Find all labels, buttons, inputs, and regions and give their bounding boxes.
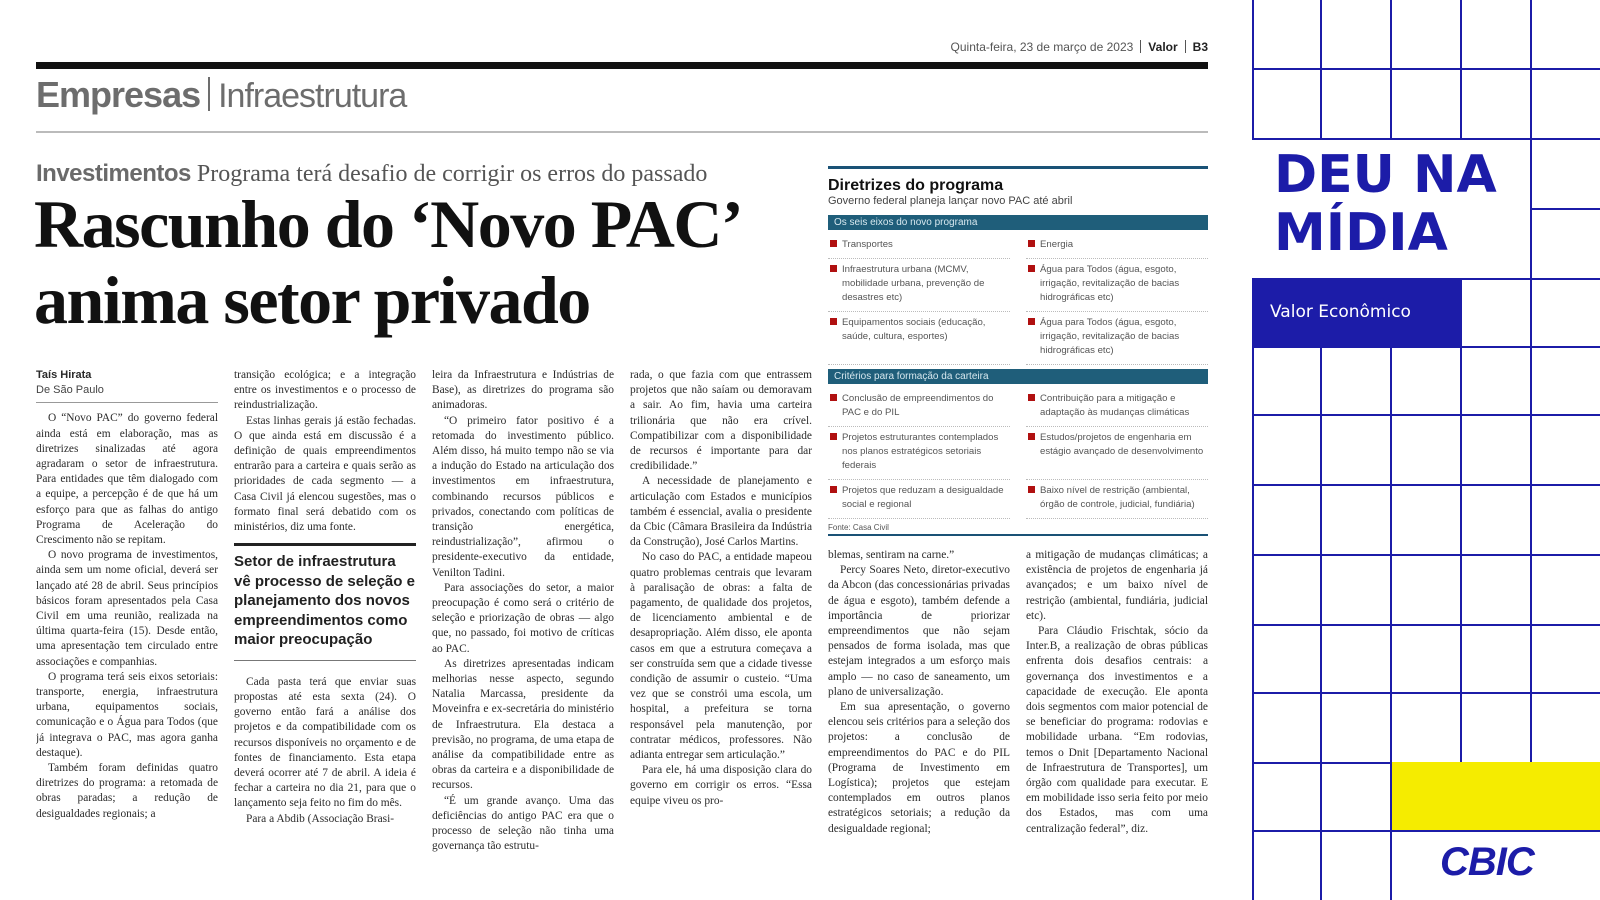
eixos-grid — [828, 234, 1208, 365]
eixo-item: Água para Todos (água, esgoto, irrigação, revitalização de bacias hidrográficas etc) — [1026, 259, 1208, 312]
paragraph: blemas, sentiram na carne.” — [828, 549, 955, 561]
criterios-grid — [828, 388, 1208, 519]
kicker-label: Investimentos — [36, 160, 191, 187]
paragraph: Estas linhas gerais já estão fechadas. O que ainda está em discussão é a definição de quais empreendimentos entrarão para a carteira e quais serão as prioridades de cada segmento — a Casa Civil já elencou sugestões, mas o formato final será debatido com os ministérios, diz uma fonte. — [234, 414, 416, 534]
paragraph: O novo programa de investimentos, ainda sem um nome oficial, deverá ser lançado até 28 de abril. Seus princípios básicos foram apresentados pela Casa Civil em uma reunião, realizada na última quarta-feira (15). Desde então, uma apresentação tem circulado entre associações e companhias. — [36, 549, 218, 668]
grid-line — [1252, 554, 1600, 556]
grid-line — [1252, 346, 1600, 348]
infobox-band-criterios: Critérios para formação da carteira — [828, 369, 1208, 384]
infobox-subtitle: Governo federal planeja lançar novo PAC até abril — [828, 195, 1073, 207]
article-column-6 — [1026, 548, 1208, 863]
grid-line — [1252, 414, 1600, 416]
infobox-top-rule — [828, 166, 1208, 169]
dateline — [900, 40, 1208, 60]
branding-panel — [1252, 0, 1600, 900]
title-line: DEU NA — [1274, 145, 1497, 205]
paragraph: As diretrizes apresentadas indicam melhorias nesse aspecto, segundo Natalia Marcassa, presidente da Moveinfra e ex-secretária do ministério de Infraestrutura. Ela destaca a previsão, no programa, de uma etapa de análise da compatibilidade entre as obras da carteira e a disponibilidade de recursos. — [432, 657, 614, 792]
dateline-paper: Valor — [1148, 40, 1178, 54]
paragraph: “É um grande avanço. Uma das deficiências do antigo PAC era que o processo de seleção não tinha uma governança tão estrutu- — [432, 794, 614, 853]
byline-rule — [36, 402, 218, 403]
paragraph: No caso do PAC, a entidade mapeou quatro problemas centrais que levaram à paralisação de obras: a falta de pagamento, de qualidade dos projetos, de licenciamento ambiental e de desapropriação. Além disso, ele aponta casos em que a estrutura começava a ser construída sem que a cidade tivesse condição de assumir o custeio. “Uma vez que se constrói uma escola, um hospital, a prefeitura se torna responsável pela manutenção, por contratar médicos, professores. Não adianta entregar sem articulação.” — [630, 551, 812, 762]
section-divider — [208, 77, 210, 111]
infobox — [828, 166, 1208, 531]
section-rule — [36, 131, 1208, 133]
criterio-item: Estudos/projetos de engenharia em estágio avançado de desenvolvimento — [1026, 427, 1208, 480]
paragraph: leira da Infraestrutura e Indústrias de Base), as diretrizes do programa são animadoras. — [432, 369, 614, 412]
paragraph: Para Cláudio Frischtak, sócio da Inter.B, a realização de obras públicas enfrenta dois desafios centrais: a governança dos investimentos e a capacidade de execução. Ele aponta dois segmentos com maior potencial de se beneficiar do programa: rodovias e mobilidade urbana. “Em rodovias, temos o Dnit [Departamento Nacional de Infraestrutura de Transportes], um órgão com qualidade para executar. E em mobilidade isso seria feito por meio dos Estados, mas com uma centralização federal”, diz. — [1026, 625, 1208, 835]
eixo-item: Transportes — [828, 234, 1010, 259]
yellow-accent-block — [1392, 762, 1600, 830]
section-sub: Infraestrutura — [218, 77, 407, 115]
paragraph: rada, o que fazia com que entrassem projetos que não saíam ou demoravam a sair. Ao fim, havia uma carteira trilionária que não era crível. Compatibilizar com a disponibilidade de recursos é importante para dar credibilidade.” — [630, 369, 812, 473]
paragraph: O “Novo PAC” do governo federal ainda está em elaboração, mas as diretrizes sinalizadas até agora agradaram o setor de infraestrutura. Para entidades que têm dialogado com a equipe, a percepção é de que há um esforço para que as falhas do antigo Programa de Aceleração do Crescimento não se repitam. — [36, 412, 218, 547]
paragraph: Para ele, há uma disposição clara do governo em corrigir os erros. “Essa equipe viveu os pro- — [630, 764, 812, 807]
title-line: MÍDIA — [1274, 203, 1448, 263]
outlet-label — [1252, 278, 1462, 346]
criterio-item: Baixo nível de restrição (ambiental, órgão de controle, judicial, fundiária) — [1026, 480, 1208, 519]
kicker-text: Programa terá desafio de corrigir os erros do passado — [196, 161, 708, 187]
pull-quote: Setor de infraestrutura vê processo de seleção e planejamento dos novos empreendimentos como maior preocupação — [234, 543, 416, 661]
grid-line — [1252, 484, 1600, 486]
paragraph: Percy Soares Neto, diretor-executivo da Abcon (das concessionárias privadas de água e esgoto), também defende a importância de priorizar empreendimentos que não sejam pensados de forma isolada, mas que estejam integrados a um esforço mais amplo — no caso de saneamento, um plano de universalização. — [828, 564, 1010, 698]
byline-location: De São Paulo — [36, 384, 104, 397]
criterio-item: Projetos que reduzam a desigualdade social e regional — [828, 480, 1010, 519]
article-column-3 — [432, 368, 614, 863]
infobox-source: Fonte: Casa Civil — [828, 523, 889, 532]
paragraph: transição ecológica; e a integração entre os investimentos e o processo de reindustrialização. — [234, 369, 416, 412]
section-header — [36, 74, 406, 124]
eixo-item: Infraestrutura urbana (MCMV, mobilidade urbana, prevenção de desastres etc) — [828, 259, 1010, 312]
section-main: Empresas — [36, 74, 201, 115]
criterio-item: Contribuição para a mitigação e adaptação às mudanças climáticas — [1026, 388, 1208, 427]
kicker — [36, 160, 806, 188]
eixo-item: Energia — [1026, 234, 1208, 259]
paragraph: Em sua apresentação, o governo elencou seis critérios para a seleção dos projetos: a conclusão de empreendimentos do PAC e do PIL (Programa de Investimento em Logística); projetos que estejam contemplados em outros planos estratégicos setoriais; a redução da desigualdade regional; — [828, 701, 1010, 835]
article-column-5 — [828, 548, 1010, 863]
outlet-name: Valor Econômico — [1270, 302, 1411, 322]
headline: Rascunho do ‘Novo PAC’ anima setor privado — [34, 186, 738, 338]
article-column-4 — [630, 368, 812, 863]
grid-line — [1252, 624, 1600, 626]
grid-line — [1252, 68, 1600, 70]
paragraph: O programa terá seis eixos setoriais: transporte, energia, infraestrutura urbana, equipamentos sociais, comunicação e o Água para Todos (que já integrava o PAC, mas agora ganha destaque). — [36, 670, 218, 759]
infobox-bottom-rule — [828, 534, 1208, 536]
criterio-item: Conclusão de empreendimentos do PAC e do PIL — [828, 388, 1010, 427]
paragraph: Para associações do setor, a maior preocupação é como será o critério de seleção e priorização de obras — algo que, no passado, foi motivo de críticas ao PAC. — [432, 581, 614, 655]
eixo-item: Equipamentos sociais (educação, saúde, cultura, esportes) — [828, 312, 1010, 365]
dateline-separator — [1185, 40, 1186, 53]
criterio-item: Projetos estruturantes contemplados nos planos estratégicos setoriais federais — [828, 427, 1010, 480]
deu-na-midia-title — [1274, 146, 1534, 262]
paragraph: Cada pasta terá que enviar suas propostas até esta sexta (24). O governo então fará a análise dos projetos e da compatibilidade com os recursos disponíveis no orçamento e de fontes de financiamento. Esta etapa deverá ocorrer até 7 de abril. A ideia é fechar a carteira no dia 21, para que o lançamento seja feito no fim do mês. — [234, 675, 416, 810]
article-column-2 — [234, 368, 416, 863]
paragraph: Também foram definidas quatro diretrizes do programa: a retomada de obras paradas; a redução de desigualdades regionais; a — [36, 762, 218, 820]
top-rule — [36, 62, 1208, 69]
paragraph: A necessidade de planejamento e articulação com Estados e municípios também é essencial, avalia o presidente da Cbic (Câmara Brasileira da Indústria da Construção), José Carlos Martins. — [630, 475, 812, 549]
paragraph: a mitigação de mudanças climáticas; a existência de projetos de engenharia já avançados; e um baixo nível de restrição (ambiental, fundiária, judicial etc). — [1026, 549, 1208, 622]
grid-line — [1252, 692, 1600, 694]
paragraph: Para a Abdib (Associação Brasi- — [246, 812, 395, 825]
infobox-title: Diretrizes do programa — [828, 177, 1004, 194]
dateline-page: B3 — [1192, 40, 1208, 54]
grid-line — [1252, 0, 1254, 900]
paragraph: “O primeiro fator positivo é a retomada do investimento público. Além disso, há muito tempo não se via a indução do Estado na articulação dos investimentos em infraestrutura, combinando recursos públicos e privados, conectando com políticas de transição energética, reindustrialização”, afirmou o presidente-executivo da entidade, Venilton Tadini. — [432, 414, 614, 579]
grid-line — [1320, 0, 1322, 900]
byline-author: Taís Hirata — [36, 369, 92, 381]
article-column-1 — [36, 368, 218, 863]
dateline-date: Quinta-feira, 23 de março de 2023 — [950, 40, 1134, 54]
dateline-separator — [1140, 40, 1141, 53]
eixo-item: Água para Todos (água, esgoto, irrigação, revitalização de bacias hidrográficas etc) — [1026, 312, 1208, 365]
cbic-logo: CBIC — [1440, 840, 1534, 884]
infobox-band-eixos: Os seis eixos do novo programa — [828, 215, 1208, 230]
